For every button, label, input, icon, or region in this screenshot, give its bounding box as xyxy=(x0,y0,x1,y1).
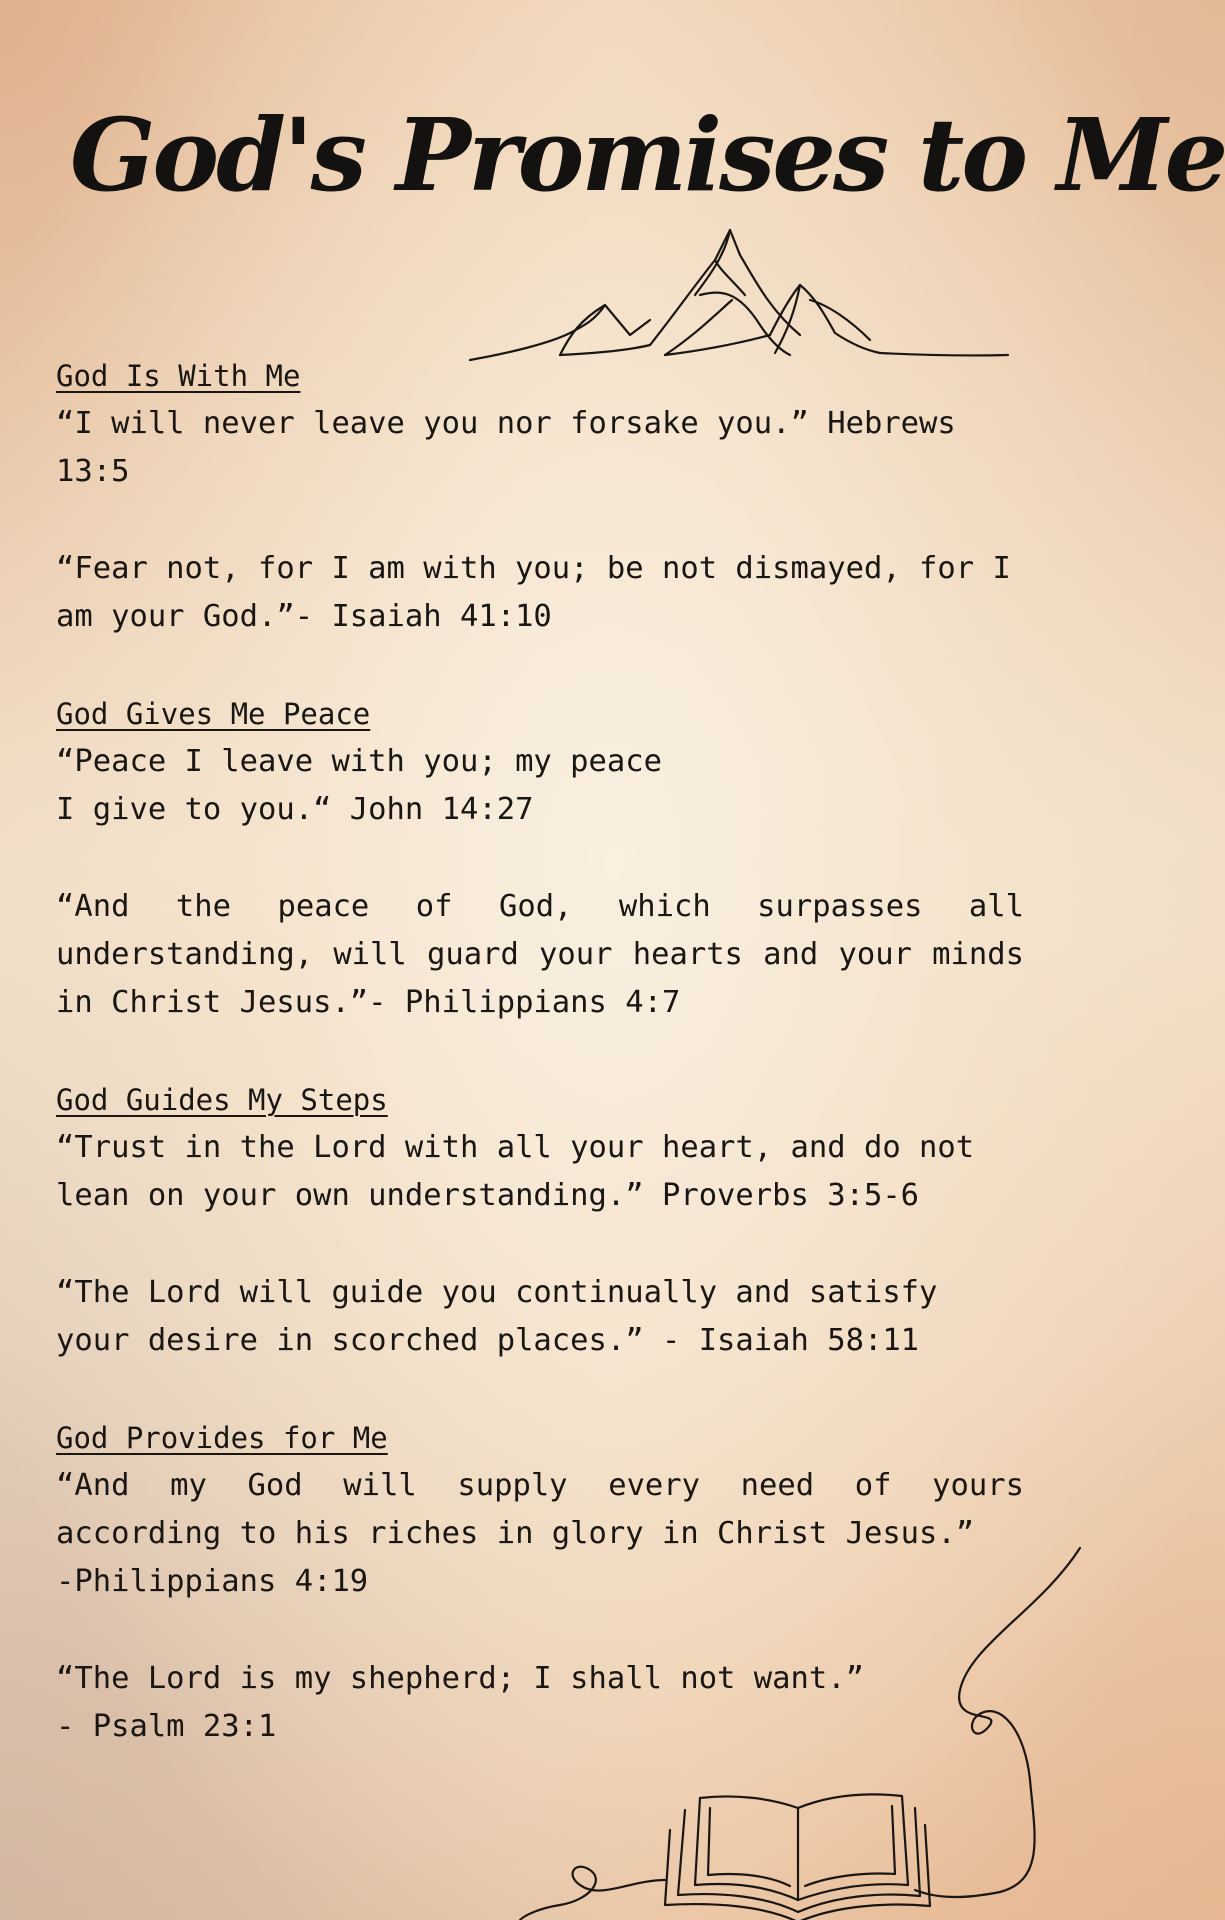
verse-text: “And my God will supply every need of yours according to his riches in glory in Christ Jesus.” xyxy=(56,1468,1024,1551)
verse-reference: -Philippians 4:19 xyxy=(56,1564,369,1599)
mountain-line-art-icon xyxy=(470,225,1010,370)
verse-line: I give to you.“ John 14:27 xyxy=(56,792,534,827)
verse-hebrews-13-5: “I will never leave you nor forsake you.” Hebrews 13:5 xyxy=(56,406,956,489)
section-heading: God Is With Me xyxy=(56,359,301,393)
page-title: God's Promises to Me xyxy=(70,96,1225,214)
verse-john-14-27 xyxy=(56,738,1024,834)
section-peace xyxy=(56,690,1024,1027)
verse-isaiah-41-10: “Fear not, for I am with you; be not dismayed, for I am your God.”- Isaiah 41:10 xyxy=(56,551,1011,634)
open-bible-line-art-icon xyxy=(520,1540,1080,1920)
section-with-me xyxy=(56,352,1024,641)
section-heading: God Provides for Me xyxy=(56,1421,388,1455)
section-heading: God Gives Me Peace xyxy=(56,697,371,731)
verse-isaiah-58-11: “The Lord will guide you continually and satisfy your desire in scorched places.” - Isaiah 58:11 xyxy=(56,1275,938,1358)
verse-line: “The Lord is my shepherd; I shall not want.” xyxy=(56,1661,864,1696)
verse-line: - Psalm 23:1 xyxy=(56,1709,277,1744)
verse-philippians-4-7: “And the peace of God, which surpasses all understanding, will guard your hearts and your minds in Christ Jesus.”- Philippians 4:7 xyxy=(56,889,1024,1020)
verse-proverbs-3-5-6: “Trust in the Lord with all your heart, and do not lean on your own understanding.” Proverbs 3:5-6 xyxy=(56,1130,975,1213)
verse-line: “Peace I leave with you; my peace xyxy=(56,744,662,779)
section-guides xyxy=(56,1076,1024,1365)
section-heading: God Guides My Steps xyxy=(56,1083,388,1117)
